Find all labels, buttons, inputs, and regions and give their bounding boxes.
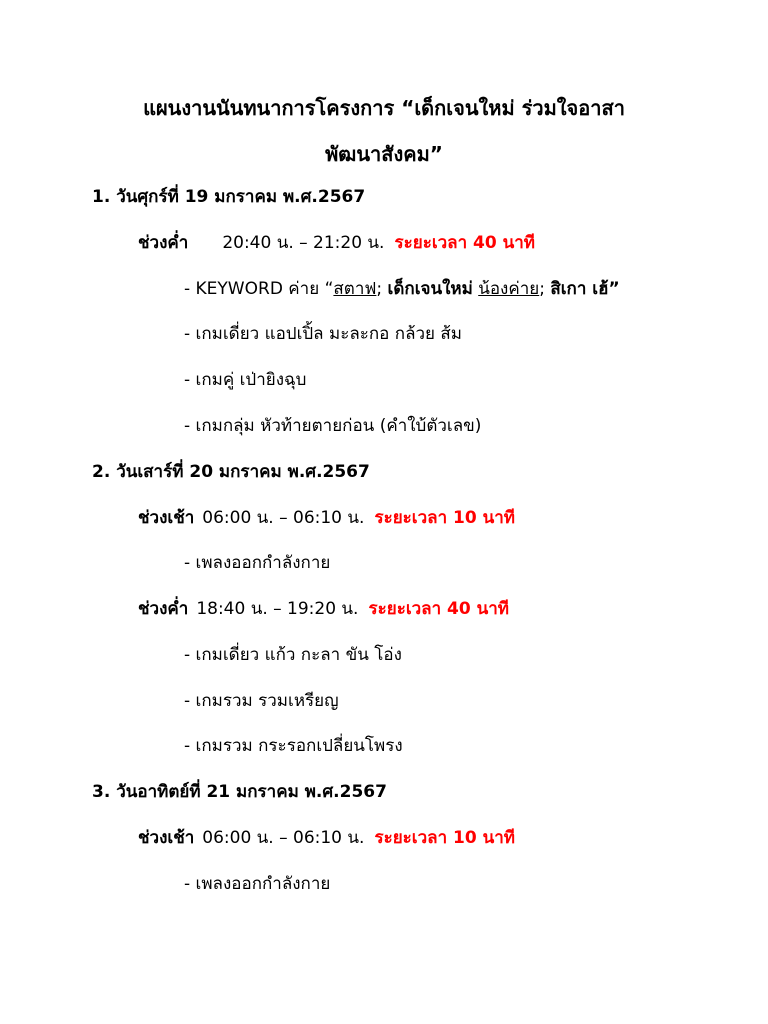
day-3-heading: 3. วันอาทิตย์ที่ 21 มกราคม พ.ศ.2567 xyxy=(92,782,387,802)
activity-item: - เกมคู่ เป่ายิงฉุบ xyxy=(184,370,307,390)
period-duration: ระยะเวลา 10 นาที xyxy=(374,828,515,848)
period-label: ช่วงเช้า xyxy=(138,828,195,848)
document-title-line-2: พัฒนาสังคม” xyxy=(325,142,443,166)
period-label: ช่วงเช้า xyxy=(138,508,195,528)
activity-item: - เกมเดี่ยว แก้ว กะลา ขัน โอ่ง xyxy=(184,645,402,665)
day-2-morning-period xyxy=(138,504,515,532)
period-label: ช่วงค่ำ xyxy=(138,233,189,253)
keyword-camper: น้องค่าย xyxy=(478,279,540,299)
activity-item: - เกมเดี่ยว แอปเปิ้ล มะละกอ กล้วย ส้ม xyxy=(184,324,462,344)
day-2-heading: 2. วันเสาร์ที่ 20 มกราคม พ.ศ.2567 xyxy=(92,462,370,482)
activity-item: - เพลงออกกำลังกาย xyxy=(184,553,331,573)
keyword-sikao: สิเกา เฮ้” xyxy=(550,279,620,299)
period-time: 20:40 น. – 21:20 น. xyxy=(222,233,385,253)
activity-item: - เกมกลุ่ม หัวท้ายตายก่อน (คำใบ้ตัวเลข) xyxy=(184,416,482,436)
keyword-item xyxy=(184,275,620,303)
period-duration: ระยะเวลา 40 นาที xyxy=(368,599,510,619)
activity-item: - เกมรวม รวมเหรียญ xyxy=(184,691,339,711)
keyword-staff: สตาฟ xyxy=(333,279,377,299)
period-duration: ระยะเวลา 40 นาที xyxy=(394,233,536,253)
document-title-line-1: แผนงานนันทนาการโครงการ “เด็กเจนใหม่ ร่วมใจอาสา xyxy=(143,96,625,120)
period-time: 18:40 น. – 19:20 น. xyxy=(196,599,359,619)
keyword-separator: ; xyxy=(376,279,388,299)
keyword-gen-new: เด็กเจนใหม่ xyxy=(387,279,473,299)
period-time: 06:00 น. – 06:10 น. xyxy=(202,828,365,848)
day-1-heading: 1. วันศุกร์ที่ 19 มกราคม พ.ศ.2567 xyxy=(92,187,366,207)
keyword-separator: ; xyxy=(539,279,551,299)
keyword-prefix: - KEYWORD ค่าย “ xyxy=(184,279,334,299)
period-time: 06:00 น. – 06:10 น. xyxy=(202,508,365,528)
activity-item: - เกมรวม กระรอกเปลี่ยนโพรง xyxy=(184,736,403,756)
period-duration: ระยะเวลา 10 นาที xyxy=(374,508,515,528)
day-2-evening-period xyxy=(138,595,509,623)
day-1-evening-period xyxy=(138,229,535,257)
day-3-morning-period xyxy=(138,824,515,852)
period-label: ช่วงค่ำ xyxy=(138,599,189,619)
activity-item: - เพลงออกกำลังกาย xyxy=(184,874,331,894)
